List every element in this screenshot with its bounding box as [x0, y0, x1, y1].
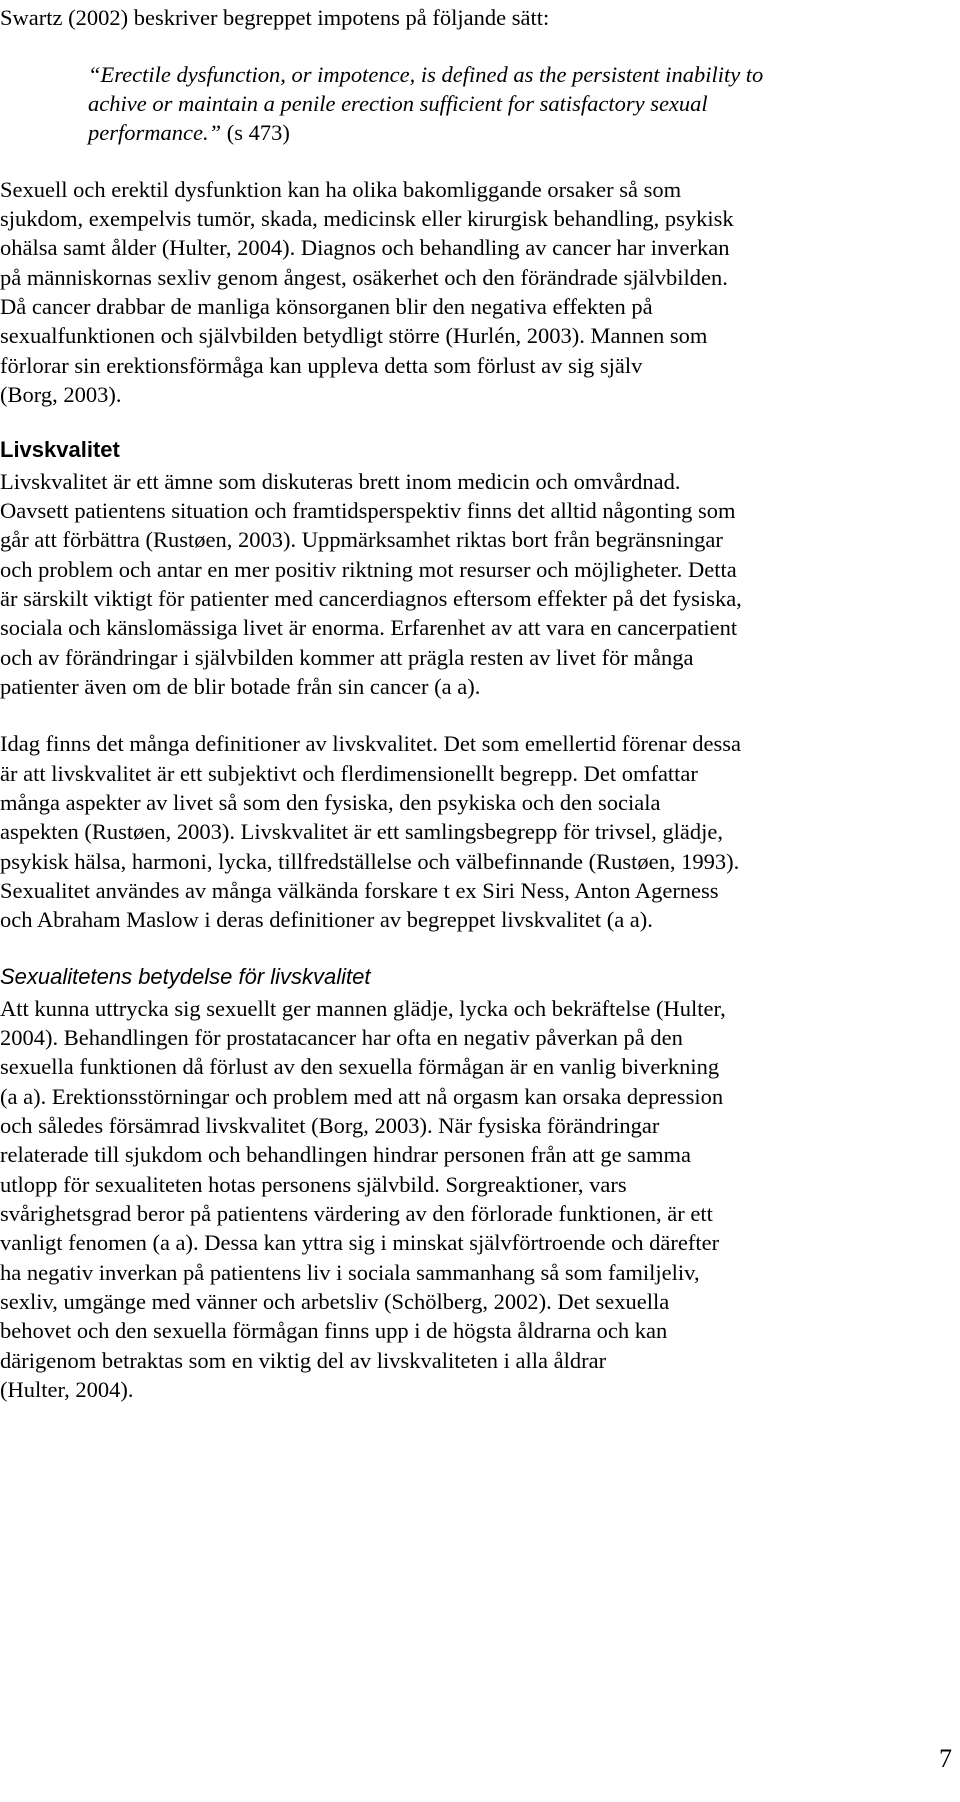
paragraph-line: 2004). Behandlingen för prostatacancer har ofta en negativ påverkan på den — [0, 1025, 683, 1050]
paragraph-line: Livskvalitet är ett ämne som diskuteras brett inom medicin och omvårdnad. — [0, 469, 681, 494]
quote-line: achive or maintain a penile erection sufficient for satisfactory sexual — [88, 91, 708, 116]
section-heading-livskvalitet: Livskvalitet — [0, 437, 120, 462]
quote-line-last — [88, 119, 290, 147]
paragraph-line: Att kunna uttrycka sig sexuellt ger mannen glädje, lycka och bekräftelse (Hulter, — [0, 996, 726, 1021]
paragraph-line: sociala och känslomässiga livet är enorma. Erfarenhet av att vara en cancerpatient — [0, 615, 738, 640]
paragraph-line: behovet och den sexuella förmågan finns upp i de högsta åldrarna och kan — [0, 1318, 668, 1343]
paragraph-line: (Borg, 2003). — [0, 382, 122, 407]
paragraph-line: Idag finns det många definitioner av livskvalitet. Det som emellertid förenar dessa — [0, 731, 742, 756]
paragraph-line: (Hulter, 2004). — [0, 1377, 134, 1402]
paragraph-line: relaterade till sjukdom och behandlingen hindrar personen från att ge samma — [0, 1142, 692, 1167]
paragraph-line: därigenom betraktas som en viktig del av livskvaliteten i alla åldrar — [0, 1348, 607, 1373]
paragraph-line: svårighetsgrad beror på patientens värdering av den förlorade funktionen, är ett — [0, 1201, 713, 1226]
paragraph-line: Sexualitet användes av många välkända forskare t ex Siri Ness, Anton Agerness — [0, 878, 719, 903]
paragraph-line: Sexuell och erektil dysfunktion kan ha olika bakomliggande orsaker så som — [0, 177, 682, 202]
paragraph-line: förlorar sin erektionsförmåga kan uppleva detta som förlust av sig själv — [0, 353, 643, 378]
paragraph-line: sexualfunktionen och självbilden betydligt större (Hurlén, 2003). Mannen som — [0, 323, 708, 348]
section-heading-sexualitet: Sexualitetens betydelse för livskvalitet — [0, 964, 371, 989]
paragraph-line: är att livskvalitet är ett subjektivt och flerdimensionellt begrepp. Det omfattar — [0, 761, 698, 786]
paragraph-line: psykisk hälsa, harmoni, lycka, tillfredställelse och välbefinnande (Rustøen, 1993). — [0, 849, 740, 874]
quote-line: “Erectile dysfunction, or impotence, is defined as the persistent inability to — [88, 62, 764, 87]
paragraph-line: går att förbättra (Rustøen, 2003). Uppmärksamhet riktas bort från begränsningar — [0, 527, 723, 552]
paragraph-line: och Abraham Maslow i deras definitioner av begreppet livskvalitet (a a). — [0, 907, 653, 932]
paragraph-line: sexliv, umgänge med vänner och arbetsliv (Schölberg, 2002). Det sexuella — [0, 1289, 670, 1314]
paragraph-line: på människornas sexliv genom ångest, osäkerhet och den förändrade självbilden. — [0, 265, 728, 290]
paragraph-line: och av förändringar i självbilden kommer att prägla resten av livet för många — [0, 645, 694, 670]
paragraph-line: aspekten (Rustøen, 2003). Livskvalitet är ett samlingsbegrepp för trivsel, glädje, — [0, 819, 723, 844]
paragraph-line: utlopp för sexualiteten hotas personens självbild. Sorgreaktioner, vars — [0, 1172, 627, 1197]
paragraph-line: och således försämrad livskvalitet (Borg, 2003). När fysiska förändringar — [0, 1113, 660, 1138]
quote-reference: (s 473) — [221, 120, 290, 145]
intro-text: Swartz (2002) beskriver begreppet impotens på följande sätt: — [0, 5, 550, 30]
paragraph-line: är särskilt viktigt för patienter med cancerdiagnos eftersom effekter på det fysiska, — [0, 586, 742, 611]
paragraph-line: (a a). Erektionsstörningar och problem med att nå orgasm kan orsaka depression — [0, 1084, 724, 1109]
paragraph-line: vanligt fenomen (a a). Dessa kan yttra sig i minskat självförtroende och därefter — [0, 1230, 720, 1255]
paragraph-line: ha negativ inverkan på patientens liv i sociala sammanhang så som familjeliv, — [0, 1260, 700, 1285]
paragraph-line: ohälsa samt ålder (Hulter, 2004). Diagnos och behandling av cancer har inverkan — [0, 235, 730, 260]
page-number: 7 — [939, 1744, 952, 1773]
paragraph-line: och problem och antar en mer positiv riktning mot resurser och möjligheter. Detta — [0, 557, 737, 582]
paragraph-line: Oavsett patientens situation och framtidsperspektiv finns det alltid någonting som — [0, 498, 736, 523]
paragraph-line: sjukdom, exempelvis tumör, skada, medicinsk eller kirurgisk behandling, psykisk — [0, 206, 734, 231]
paragraph-line: sexuella funktionen då förlust av den sexuella förmågan är en vanlig biverkning — [0, 1054, 720, 1079]
paragraph-line: många aspekter av livet så som den fysiska, den psykiska och den sociala — [0, 790, 661, 815]
paragraph-line: patienter även om de blir botade från sin cancer (a a). — [0, 674, 481, 699]
quote-text: performance.” — [88, 120, 222, 145]
paragraph-line: Då cancer drabbar de manliga könsorganen blir den negativa effekten på — [0, 294, 653, 319]
